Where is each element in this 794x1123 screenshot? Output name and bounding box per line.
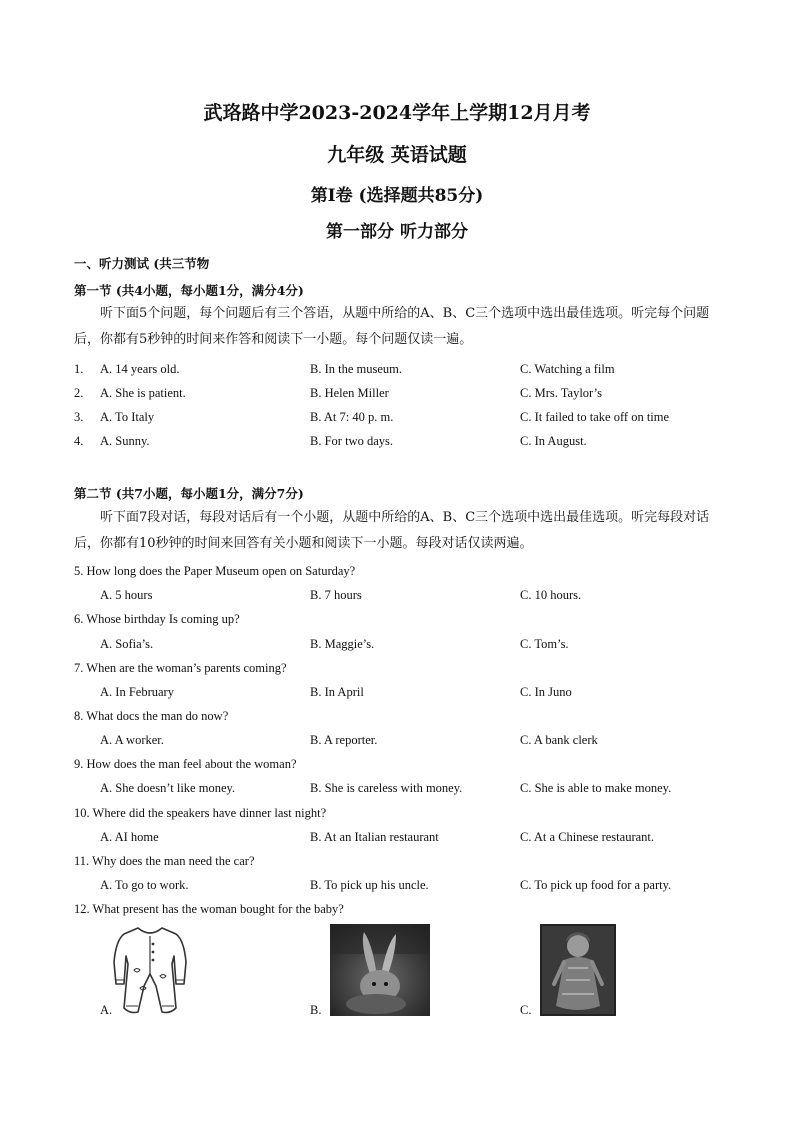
option-b: B. Maggie’s.: [310, 637, 375, 651]
question-text: 12. What present has the woman bought for the baby?: [74, 902, 344, 916]
option-a: A. Sofia’s.: [100, 637, 154, 651]
item-number: 3.: [74, 410, 84, 424]
option-a: A. To go to work.: [100, 878, 189, 892]
option-c: C. Watching a film: [520, 362, 615, 376]
part-heading: 第一部分 听力部分: [326, 222, 468, 242]
section2-heading: 第二节 (共7小题，每小题1分，满分7分): [74, 486, 304, 501]
option-b: B. At 7: 40 p. m.: [310, 410, 394, 424]
option-a: A. She is patient.: [100, 386, 186, 400]
option-b: B. In the museum.: [310, 362, 403, 376]
option-a: A. In February: [100, 685, 174, 699]
option-c: C. She is able to make money.: [520, 781, 672, 795]
option-c: C. Mrs. Taylor’s: [520, 386, 603, 400]
option-a: A. Sunny.: [100, 434, 150, 448]
picture-label-a: A.: [100, 1003, 113, 1017]
option-a: A. To Italy: [100, 410, 155, 424]
exam-title: 武珞路中学2023-2024学年上学期12月月考: [203, 102, 591, 124]
option-c: C. A bank clerk: [520, 733, 598, 747]
question-text: 7. When are the woman’s parents coming?: [74, 661, 287, 675]
question-text: 8. What docs the man do now?: [74, 709, 229, 723]
option-b: B. She is careless with money.: [310, 781, 463, 795]
item-number: 1.: [74, 362, 84, 376]
doll-photo: [540, 924, 616, 1016]
option-b: B. For two days.: [310, 434, 393, 448]
option-c: C. In August.: [520, 434, 587, 448]
option-b: B. Helen Miller: [310, 386, 389, 400]
toy-rabbit-photo: [330, 924, 430, 1016]
option-c: C. It failed to take off on time: [520, 410, 670, 424]
section2-instruction: 听下面7段对话，每段对话后有一个小题，从题中所给的A、B、C三个选项中选出最佳选项。听完每段对话后，你都有10秒钟的时间来回答有关小题和阅读下一小题。每段对话仅读两遍。: [74, 510, 710, 551]
option-b: B. In April: [310, 685, 364, 699]
section1-heading: 第一节 (共4小题，每小题1分，满分4分): [74, 283, 304, 298]
option-b: B. To pick up his uncle.: [310, 878, 429, 892]
option-b: B. A reporter.: [310, 733, 378, 747]
picture-label-c: C.: [520, 1003, 532, 1017]
option-c: C. In Juno: [520, 685, 572, 699]
question-text: 5. How long does the Paper Museum open on Saturday?: [74, 564, 356, 578]
option-a: A. She doesn’t like money.: [100, 781, 236, 795]
option-c: C. 10 hours.: [520, 588, 582, 602]
option-c: C. To pick up food for a party.: [520, 878, 672, 892]
item-number: 4.: [74, 434, 84, 448]
picture-label-b: B.: [310, 1003, 322, 1017]
option-c: C. Tom’s.: [520, 637, 569, 651]
option-c: C. At a Chinese restaurant.: [520, 830, 654, 844]
volume-heading: 第Ⅰ卷 (选择题共85分): [310, 186, 484, 206]
option-a: A. AI home: [100, 830, 159, 844]
question-text: 9. How does the man feel about the woman?: [74, 757, 297, 771]
option-a: A. A worker.: [100, 733, 164, 747]
option-b: B. 7 hours: [310, 588, 362, 602]
question-text: 11. Why does the man need the car?: [74, 854, 255, 868]
item-number: 2.: [74, 386, 84, 400]
question-text: 6. Whose birthday Is coming up?: [74, 612, 240, 626]
option-b: B. At an Italian restaurant: [310, 830, 439, 844]
section-main-heading: 一、听力测试 (共三节物: [74, 256, 210, 271]
option-a: A. 14 years old.: [100, 362, 180, 376]
exam-subtitle: 九年级 英语试题: [327, 144, 467, 166]
question-text: 10. Where did the speakers have dinner last night?: [74, 806, 327, 820]
baby-onesie-icon: [110, 924, 190, 1016]
section1-instruction: 听下面5个问题，每个问题后有三个答语，从题中所给的A、B、C三个选项中选出最佳选项。听完每个问题后，你都有5秒钟的时间来作答和阅读下一小题。每个问题仅读一遍。: [74, 306, 710, 347]
option-a: A. 5 hours: [100, 588, 153, 602]
